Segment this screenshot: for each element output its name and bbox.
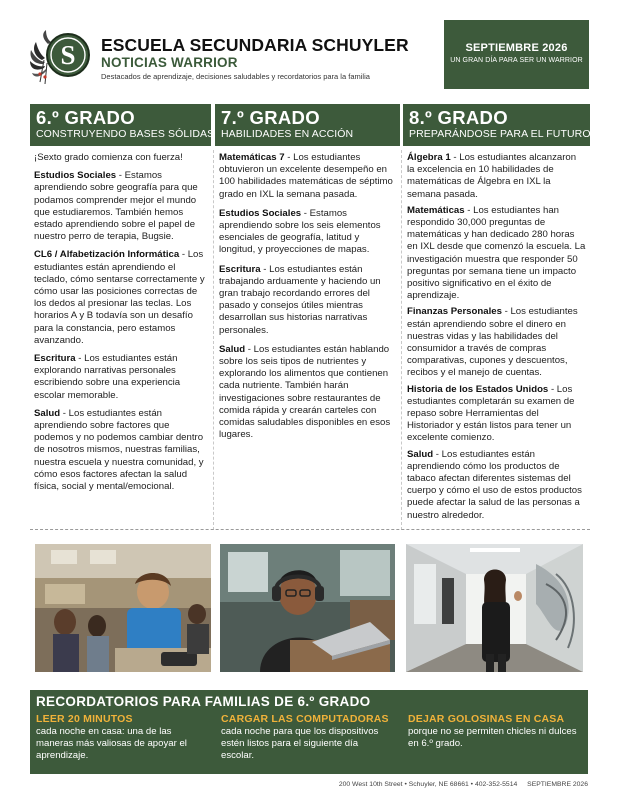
- grade-title: 6.º GRADO: [36, 107, 135, 128]
- reminder-heading: CARGAR LAS COMPUTADORAS: [221, 713, 389, 725]
- subject-text: - Los estudiantes están aprendiendo el teclado, cómo sentarse correctamente y cómo usar las posiciones correctas de los dedos al presionar las teclas. Los horarios A y B todavía son un desafío para la constancia, pero estamos avanzando.: [34, 249, 205, 346]
- column-body: [215, 146, 400, 441]
- footer-date: SEPTIEMBRE 2026: [527, 781, 588, 788]
- grade-title: 7.º GRADO: [221, 107, 320, 128]
- subject-text: - Estamos aprendiendo sobre los seis elementos esenciales de geografía, latitud y longitud, y proyecciones de mapas.: [219, 207, 381, 256]
- subject-title: Estudios Sociales: [34, 170, 117, 182]
- reminder-item: [36, 713, 204, 762]
- reminder-text: cada noche en casa: una de las maneras más valiosas de apoyar el aprendizaje.: [36, 726, 187, 761]
- reminder-heading: LEER 20 MINUTOS: [36, 713, 133, 725]
- grade-theme: CONSTRUYENDO BASES SÓLIDAS: [36, 128, 215, 140]
- reminder-text: porque no se permiten chicles ni dulces en 6.º grado.: [408, 726, 577, 749]
- subject-title: Escritura: [34, 353, 76, 365]
- subject-text: - Los estudiantes alcanzaron la excelencia en 10 habilidades de matemáticas de Álgebra en IXL la semana pasada.: [407, 152, 577, 200]
- subject-text: - Los estudiantes han respondido 30,000 preguntas de matemáticas y han dedicado 280 horas en IXL desde que comenzó la escuela. La investigación muestra que responder 50 preguntas por semana tiene un impacto positivo significativo en el éxito de aprendizaje.: [407, 204, 586, 302]
- section-divider: [30, 529, 590, 530]
- student-laptop-photo: [220, 544, 395, 672]
- reminder-item: [221, 713, 391, 762]
- subject-text: - Los estudiantes están aprendiendo cómo los productos de tabaco afectan diferentes sistemas del cuerpo y cómo el uso de estos productos puede afectar la salud de las personas a nuestro alrededor.: [407, 448, 582, 521]
- footer-address: 200 West 10th Street • Schuyler, NE 68661 • 402-352-5514: [338, 781, 518, 788]
- subject-title: CL6 / Alfabetización Informática: [34, 249, 180, 261]
- column-separator: [213, 150, 214, 530]
- subject-entry: [34, 408, 207, 493]
- subject-title: Álgebra 1: [407, 152, 451, 163]
- column-header: [403, 104, 590, 146]
- subject-entry: [34, 353, 207, 402]
- newsletter-name: NOTICIAS WARRIOR: [101, 55, 238, 70]
- logo-letter: S: [60, 40, 76, 70]
- reminders-title: RECORDATORIOS PARA FAMILIAS DE 6.º GRADO: [36, 694, 371, 709]
- column-header: [30, 104, 215, 146]
- issue-month: SEPTIEMBRE 2026: [465, 42, 568, 54]
- classroom-photo-students: [35, 544, 211, 672]
- grade-theme: HABILIDADES EN ACCIÓN: [221, 128, 354, 140]
- tagline: Destacados de aprendizaje, decisiones saludables y recordatorios para la familia: [101, 72, 370, 81]
- subject-text: - Los estudiantes están aprendiendo sobre factores que podemos y no podemos cambiar dentro de nosotros mismos, nuestras familias, nuestra escuela y nuestra comunidad, y cómo esos factores afectan la salud física, social y mental/emocional.: [34, 407, 204, 493]
- page-footer: [331, 781, 588, 788]
- subject-text: - Los estudiantes están aprendiendo sobre el dinero en nuestras vidas y las habilidades del consumidor a través de compras comparativas, cupones y descuentos, recibos y el manejo de cuentas.: [407, 306, 578, 379]
- subject-title: Matemáticas 7: [219, 152, 285, 163]
- reminder-text: cada noche para que los dispositivos estén listos para el siguiente día escolar.: [221, 726, 379, 761]
- subject-title: Salud: [219, 343, 246, 355]
- subject-entry: [34, 249, 207, 347]
- subject-title: Matemáticas: [407, 204, 465, 216]
- subject-title: Estudios Sociales: [219, 207, 302, 219]
- subject-title: Historia de los Estados Unidos: [407, 383, 549, 395]
- subject-entry: [219, 152, 396, 201]
- column-body: [30, 146, 211, 493]
- school-name: ESCUELA SECUNDARIA SCHUYLER: [101, 35, 409, 55]
- grade-theme: PREPARÁNDOSE PARA EL FUTURO: [409, 128, 591, 140]
- subject-text: - Los estudiantes están explorando narrativas personales escribiendo sobre una experiencia escolar memorable.: [34, 353, 181, 401]
- subject-entry: [407, 205, 586, 303]
- subject-entry: [407, 384, 586, 445]
- subject-text: - Los estudiantes completarán su examen de repaso sobre Herramientas del Historiador y están listos para tener un excelente comienzo.: [407, 383, 575, 444]
- newsletter-header: [0, 0, 618, 100]
- date-box: [444, 20, 589, 89]
- subject-entry: [407, 449, 586, 522]
- column-body: [403, 146, 590, 522]
- reminder-item: [408, 713, 578, 750]
- grade-title: 8.º GRADO: [409, 107, 508, 128]
- column-intro: ¡Sexto grado comienza con fuerza!: [34, 152, 183, 163]
- subject-entry: [219, 344, 396, 442]
- subject-title: Escritura: [219, 263, 261, 275]
- warrior-logo: [30, 30, 92, 84]
- family-reminders: [30, 690, 588, 774]
- subject-title: Salud: [407, 448, 434, 460]
- subject-entry: [219, 208, 396, 257]
- reminder-heading: DEJAR GOLOSINAS EN CASA: [408, 713, 565, 725]
- subject-entry: [34, 170, 207, 243]
- column-header: [215, 104, 400, 146]
- subject-text: - Estamos aprendiendo sobre geografía para que podamos comprender mejor el mundo que estudiaremos. También hemos estado aprendiendo sobre el papel de nuestro perro de terapia, Bugsie.: [34, 170, 198, 243]
- subject-title: Salud: [34, 407, 61, 419]
- subject-text: - Los estudiantes están trabajando arduamente y haciendo un gran trabajo recordando errores del pasado y consejos útiles mientras desarrollan sus historias narrativas personales.: [219, 263, 381, 336]
- hallway-student-photo: [406, 544, 583, 672]
- subject-entry: [219, 264, 396, 337]
- column-separator: [401, 150, 402, 530]
- subject-entry: [407, 306, 586, 379]
- subject-text: - Los estudiantes obtuvieron un excelente desempeño en 100 habilidades matemáticas de séptimo grado en IXL la semana pasada.: [219, 152, 393, 200]
- motto: UN GRAN DÍA PARA SER UN WARRIOR: [450, 57, 583, 64]
- subject-title: Finanzas Personales: [407, 306, 502, 318]
- subject-text: - Los estudiantes están hablando sobre los seis tipos de nutrientes y explorando los alimentos que contienen cada nutriente. También harán investigaciones sobre restaurantes de comida rápida y crearán carteles con comidas saludables disponibles en esos lugares.: [219, 343, 391, 441]
- subject-entry: [407, 152, 586, 201]
